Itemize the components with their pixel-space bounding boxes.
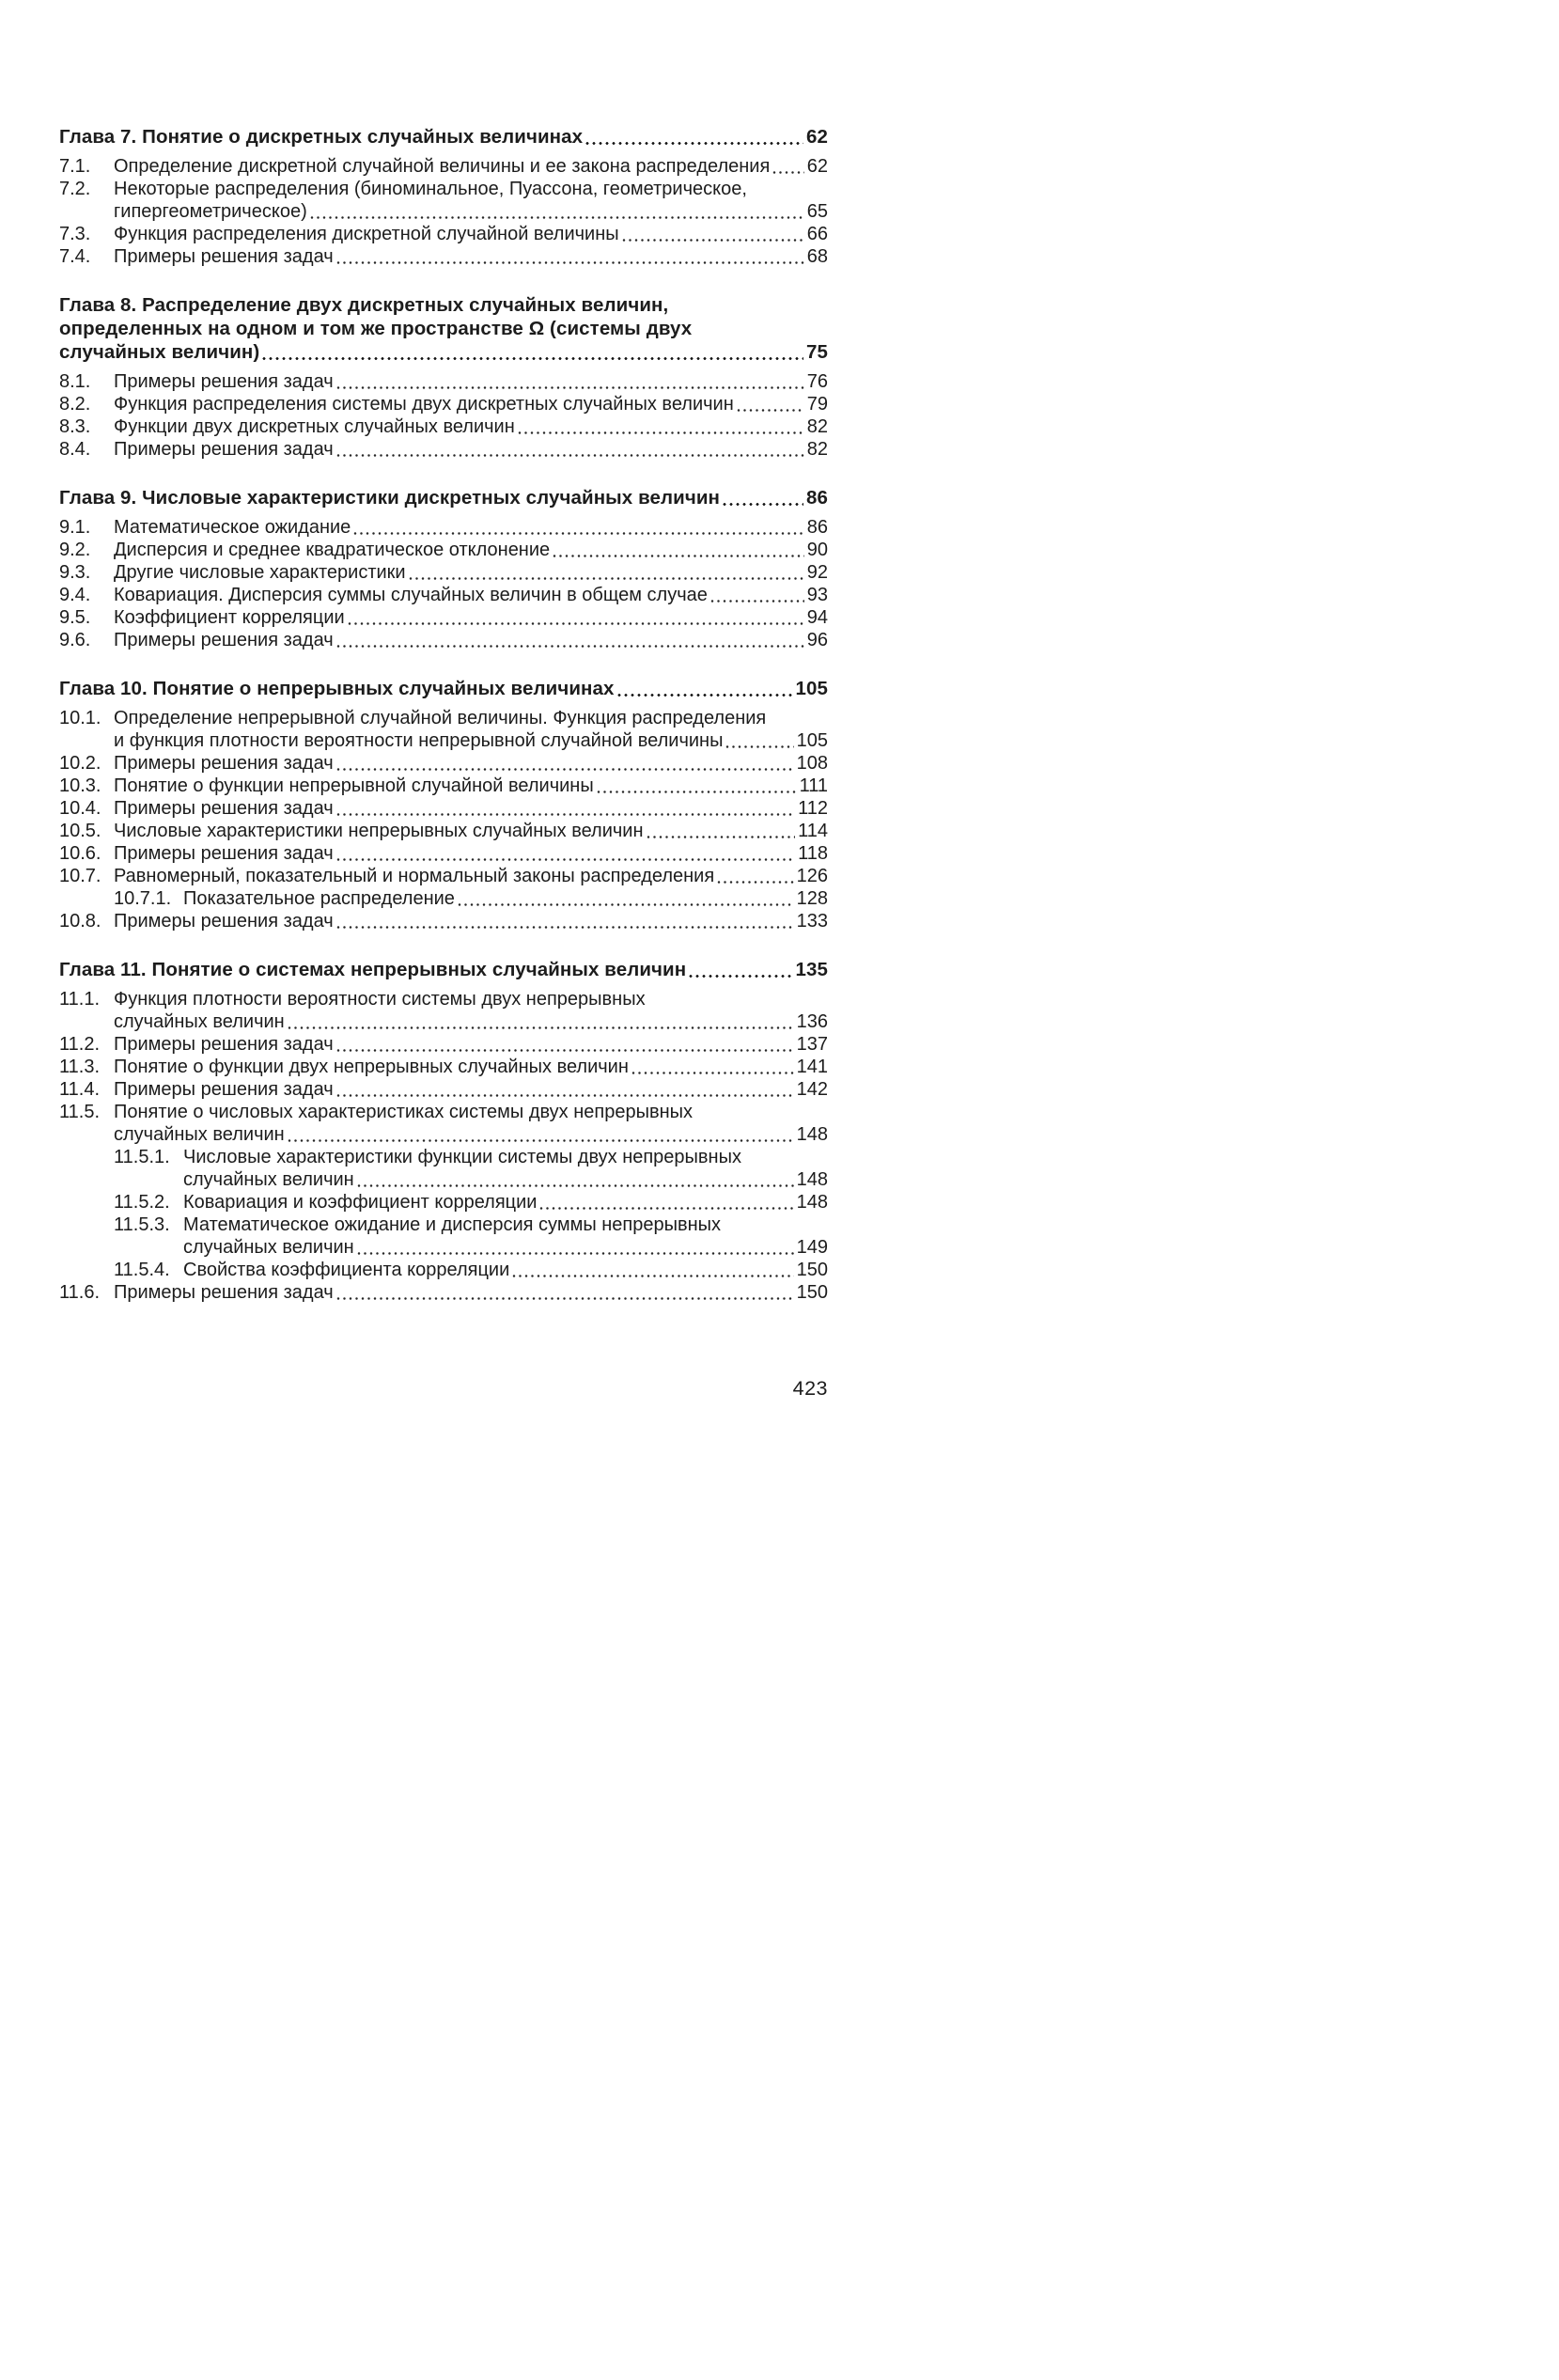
dot-leader — [631, 1071, 794, 1075]
dot-leader — [310, 215, 804, 220]
entry-line — [114, 775, 828, 797]
entry-title-text: Примеры решения задач — [114, 371, 334, 392]
dot-leader — [336, 767, 794, 772]
entry-title-text: Функция плотности вероятности системы двух непрерывных — [114, 989, 646, 1010]
entry-line — [183, 1259, 828, 1281]
dot-leader — [336, 1048, 794, 1053]
toc-entry — [59, 910, 828, 932]
dot-leader — [336, 857, 795, 862]
entry-line — [114, 842, 828, 865]
toc-entry — [59, 516, 828, 539]
entry-title-text: Примеры решения задач — [114, 1079, 334, 1100]
entry-title-text: Примеры решения задач — [114, 911, 334, 932]
entry-line — [114, 707, 828, 729]
entry-line — [114, 1078, 828, 1101]
entry-title-text: Примеры решения задач — [114, 753, 334, 774]
entry-title-text: Другие числовые характеристики — [114, 562, 406, 583]
chapter-page-number: 62 — [805, 126, 828, 148]
entry-page-number: 108 — [796, 753, 828, 774]
entry-page-number: 118 — [798, 843, 828, 864]
chapter-heading — [59, 125, 828, 149]
toc-entry — [59, 1146, 828, 1191]
toc-entry — [59, 539, 828, 561]
entry-line — [114, 178, 828, 200]
entry-title-text: Определение непрерывной случайной величины. Функция распределения — [114, 708, 767, 728]
chapter-page-number: 75 — [805, 341, 828, 363]
toc-entry — [59, 707, 828, 752]
dot-leader — [689, 974, 792, 979]
entry-title-text: Равномерный, показательный и нормальный законы распределения — [114, 866, 715, 886]
entry-line — [183, 1236, 828, 1259]
entry-line — [114, 1033, 828, 1056]
toc-entry — [59, 606, 828, 629]
entry-page-number: 94 — [806, 607, 828, 628]
dot-leader — [518, 431, 804, 435]
entry-page-number: 128 — [796, 888, 828, 909]
entry-page-number: 68 — [806, 246, 828, 267]
entry-number: 10.7.1. — [114, 888, 172, 909]
dot-leader — [617, 693, 793, 697]
toc-entry — [59, 775, 828, 797]
entry-title-text: Примеры решения задач — [114, 630, 334, 650]
entry-number: 11.5.3. — [114, 1214, 170, 1235]
entry-line — [114, 797, 828, 820]
entry-page-number: 112 — [798, 798, 828, 819]
entry-number: 8.4. — [59, 439, 91, 460]
entry-number: 8.1. — [59, 371, 91, 392]
entry-number: 11.5.4. — [114, 1260, 170, 1280]
dot-leader — [262, 356, 803, 361]
entry-number: 10.8. — [59, 911, 101, 932]
chapter-heading-line — [59, 125, 828, 149]
dot-leader — [597, 790, 797, 794]
entry-line — [183, 1168, 828, 1191]
entry-page-number: 126 — [796, 866, 828, 886]
entry-title-text: случайных величин — [183, 1237, 354, 1258]
entry-page-number: 65 — [806, 201, 828, 222]
entry-title-text: Понятие о числовых характеристиках системы двух непрерывных — [114, 1102, 694, 1122]
entry-line — [114, 393, 828, 415]
entry-page-number: 141 — [796, 1057, 828, 1077]
entry-line — [114, 415, 828, 438]
toc-entry — [59, 752, 828, 775]
entry-line — [114, 539, 828, 561]
entry-line — [114, 561, 828, 584]
entry-page-number: 148 — [796, 1169, 828, 1190]
entry-line — [114, 155, 828, 178]
entry-page-number: 76 — [806, 371, 828, 392]
entry-title-text: Некоторые распределения (биноминальное, Пуассона, геометрическое, — [114, 179, 747, 199]
chapter-title-text: Глава 10. Понятие о непрерывных случайных величинах — [59, 678, 615, 699]
toc-entry — [59, 584, 828, 606]
entry-title-text: Примеры решения задач — [114, 246, 334, 267]
toc-entry — [59, 155, 828, 178]
entry-page-number: 66 — [806, 224, 828, 244]
toc-entry — [59, 842, 828, 865]
chapter-section — [59, 293, 828, 461]
chapter-heading-line — [59, 317, 828, 340]
entry-number: 7.3. — [59, 224, 91, 244]
chapter-heading — [59, 293, 828, 364]
toc-entry — [59, 438, 828, 461]
entry-title-text: Определение дискретной случайной величины и ее закона распределения — [114, 156, 771, 177]
entry-number: 10.2. — [59, 753, 101, 774]
entry-number: 10.7. — [59, 866, 101, 886]
dot-leader — [336, 925, 794, 930]
dot-leader — [717, 880, 793, 885]
entry-number: 11.4. — [59, 1079, 100, 1100]
dot-leader — [357, 1251, 794, 1256]
toc-entry — [59, 1281, 828, 1304]
toc-entry — [59, 1259, 828, 1281]
toc-entry — [59, 988, 828, 1033]
entry-number: 11.6. — [59, 1282, 100, 1303]
toc-entry — [59, 393, 828, 415]
entry-line — [114, 1010, 828, 1033]
entry-line — [183, 1213, 828, 1236]
entry-line — [114, 629, 828, 651]
dot-leader — [336, 644, 804, 649]
entry-page-number: 93 — [806, 585, 828, 605]
entry-number: 9.1. — [59, 517, 91, 538]
chapter-title-text: случайных величин) — [59, 341, 260, 363]
entry-number: 9.2. — [59, 540, 91, 560]
entry-title-text: Функции двух дискретных случайных величин — [114, 416, 515, 437]
entry-title-text: Понятие о функции непрерывной случайной величины — [114, 775, 594, 796]
chapter-heading-line — [59, 293, 828, 317]
entry-number: 7.1. — [59, 156, 91, 177]
entry-line — [114, 1123, 828, 1146]
entry-line — [114, 1056, 828, 1078]
page-number-folio: 423 — [792, 1377, 828, 1400]
toc-entry — [59, 1033, 828, 1056]
entry-line — [183, 1191, 828, 1213]
entry-title-text: Коэффициент корреляции — [114, 607, 345, 628]
entry-title-text: случайных величин — [183, 1169, 354, 1190]
entry-number: 11.5.2. — [114, 1192, 170, 1213]
dot-leader — [458, 902, 794, 907]
entry-number: 8.3. — [59, 416, 91, 437]
entry-title-text: Функция распределения дискретной случайной величины — [114, 224, 619, 244]
entry-line — [114, 584, 828, 606]
entry-page-number: 92 — [806, 562, 828, 583]
dot-leader — [512, 1274, 793, 1278]
dot-leader — [622, 238, 804, 243]
chapter-heading — [59, 677, 828, 700]
chapter-heading — [59, 486, 828, 509]
entry-title-text: Примеры решения задач — [114, 1034, 334, 1055]
entry-title-text: Функция распределения системы двух дискретных случайных величин — [114, 394, 734, 415]
dot-leader — [737, 408, 804, 413]
entry-page-number: 79 — [806, 394, 828, 415]
entry-page-number: 82 — [806, 439, 828, 460]
dot-leader — [336, 1093, 794, 1098]
entry-line — [114, 438, 828, 461]
entry-title-text: Числовые характеристики непрерывных случайных величин — [114, 821, 644, 841]
chapter-title-text: Глава 11. Понятие о системах непрерывных случайных величин — [59, 959, 687, 980]
entry-title-text: Математическое ожидание — [114, 517, 351, 538]
entry-line — [114, 245, 828, 268]
entry-line — [114, 370, 828, 393]
entry-title-text: Математическое ожидание и дисперсия суммы непрерывных — [183, 1214, 722, 1235]
entry-number: 9.5. — [59, 607, 91, 628]
dot-leader — [336, 385, 804, 390]
entry-title-text: Показательное распределение — [183, 888, 455, 909]
entry-title-text: случайных величин — [114, 1124, 285, 1145]
toc-entry — [59, 245, 828, 268]
entry-title-text: гипергеометрическое) — [114, 201, 307, 222]
entry-page-number: 105 — [796, 730, 828, 751]
toc-entry — [59, 1101, 828, 1146]
dot-leader — [647, 835, 796, 839]
chapter-heading-line — [59, 677, 828, 700]
toc-entry — [59, 865, 828, 887]
entry-title-text: и функция плотности вероятности непрерывной случайной величины — [114, 730, 724, 751]
entry-number: 8.2. — [59, 394, 91, 415]
entry-line — [114, 1101, 828, 1123]
chapter-heading-line — [59, 486, 828, 509]
dot-leader — [772, 170, 803, 175]
chapter-page-number: 105 — [795, 678, 828, 699]
entry-line — [114, 200, 828, 223]
entry-line — [114, 223, 828, 245]
entry-page-number: 150 — [796, 1282, 828, 1303]
toc-entry — [59, 178, 828, 223]
entry-line — [183, 1146, 828, 1168]
dot-leader — [288, 1026, 794, 1030]
toc-entry — [59, 1078, 828, 1101]
chapter-title-text: определенных на одном и том же пространстве Ω (системы двух — [59, 318, 693, 339]
chapter-heading-line — [59, 340, 828, 364]
entry-page-number: 137 — [796, 1034, 828, 1055]
entry-line — [114, 516, 828, 539]
entry-title-text: случайных величин — [114, 1011, 285, 1032]
toc-entry — [59, 887, 828, 910]
dot-leader — [409, 576, 804, 581]
entry-page-number: 96 — [806, 630, 828, 650]
entry-line — [114, 865, 828, 887]
dot-leader — [348, 621, 804, 626]
entry-line — [114, 1281, 828, 1304]
entry-title-text: Свойства коэффициента корреляции — [183, 1260, 510, 1280]
entry-page-number: 148 — [796, 1124, 828, 1145]
entry-title-text: Понятие о функции двух непрерывных случайных величин — [114, 1057, 629, 1077]
entry-page-number: 136 — [796, 1011, 828, 1032]
entry-number: 10.1. — [59, 708, 101, 728]
dot-leader — [725, 744, 793, 749]
entry-line — [114, 606, 828, 629]
dot-leader — [539, 1206, 793, 1211]
toc-entry — [59, 415, 828, 438]
dot-leader — [585, 141, 803, 146]
entry-number: 10.3. — [59, 775, 101, 796]
dot-leader — [336, 812, 795, 817]
dot-leader — [553, 554, 804, 558]
entry-page-number: 62 — [806, 156, 828, 177]
toc-entry — [59, 223, 828, 245]
entry-number: 10.4. — [59, 798, 101, 819]
entry-line — [183, 887, 828, 910]
chapter-section — [59, 677, 828, 932]
entry-title-text: Числовые характеристики функции системы двух непрерывных — [183, 1147, 741, 1167]
entry-line — [114, 988, 828, 1010]
entry-page-number: 148 — [796, 1192, 828, 1213]
entry-number: 10.5. — [59, 821, 101, 841]
toc-chapters — [59, 125, 828, 1304]
dot-leader — [336, 260, 804, 265]
entry-title-text: Примеры решения задач — [114, 439, 334, 460]
entry-page-number: 149 — [796, 1237, 828, 1258]
entry-page-number: 90 — [806, 540, 828, 560]
entry-number: 7.4. — [59, 246, 91, 267]
chapter-title-text: Глава 8. Распределение двух дискретных случайных величин, — [59, 294, 669, 316]
chapter-title-text: Глава 7. Понятие о дискретных случайных величинах — [59, 126, 584, 148]
chapter-page-number: 135 — [795, 959, 828, 980]
entry-page-number: 150 — [796, 1260, 828, 1280]
entry-line — [114, 820, 828, 842]
toc-entry — [59, 1056, 828, 1078]
entry-number: 11.2. — [59, 1034, 100, 1055]
dot-leader — [353, 531, 803, 536]
dot-leader — [336, 453, 804, 458]
toc-entry — [59, 370, 828, 393]
chapter-heading — [59, 958, 828, 981]
dot-leader — [357, 1183, 794, 1188]
entry-page-number: 86 — [806, 517, 828, 538]
entry-number: 9.4. — [59, 585, 91, 605]
entry-title-text: Примеры решения задач — [114, 1282, 334, 1303]
dot-leader — [288, 1138, 794, 1143]
chapter-title-text: Глава 9. Числовые характеристики дискретных случайных величин — [59, 487, 721, 509]
chapter-section — [59, 958, 828, 1304]
entry-title-text: Примеры решения задач — [114, 843, 334, 864]
entry-page-number: 133 — [796, 911, 828, 932]
entry-number: 11.5. — [59, 1102, 100, 1122]
entry-number: 11.5.1. — [114, 1147, 170, 1167]
toc-entry — [59, 629, 828, 651]
entry-line — [114, 729, 828, 752]
entry-title-text: Дисперсия и среднее квадратическое отклонение — [114, 540, 551, 560]
entry-line — [114, 752, 828, 775]
entry-page-number: 111 — [799, 775, 828, 796]
toc-entry — [59, 561, 828, 584]
entry-number: 7.2. — [59, 179, 91, 199]
entry-page-number: 82 — [806, 416, 828, 437]
entry-title-text: Ковариация и коэффициент корреляции — [183, 1192, 538, 1213]
entry-page-number: 142 — [796, 1079, 828, 1100]
entry-number: 11.1. — [59, 989, 100, 1010]
entry-line — [114, 910, 828, 932]
toc-entry — [59, 1191, 828, 1213]
chapter-section — [59, 486, 828, 651]
entry-number: 10.6. — [59, 843, 101, 864]
chapter-page-number: 86 — [805, 487, 828, 509]
entry-number: 11.3. — [59, 1057, 100, 1077]
toc-entry — [59, 820, 828, 842]
entry-page-number: 114 — [798, 821, 828, 841]
chapter-section — [59, 125, 828, 268]
entry-title-text: Ковариация. Дисперсия суммы случайных величин в общем случае — [114, 585, 708, 605]
dot-leader — [336, 1296, 794, 1301]
chapter-heading-line — [59, 958, 828, 981]
entry-number: 9.6. — [59, 630, 91, 650]
dot-leader — [710, 599, 804, 603]
toc-entry — [59, 1213, 828, 1259]
dot-leader — [723, 502, 803, 507]
toc-entry — [59, 797, 828, 820]
table-of-contents — [59, 125, 828, 1400]
entry-number: 9.3. — [59, 562, 91, 583]
entry-title-text: Примеры решения задач — [114, 798, 334, 819]
